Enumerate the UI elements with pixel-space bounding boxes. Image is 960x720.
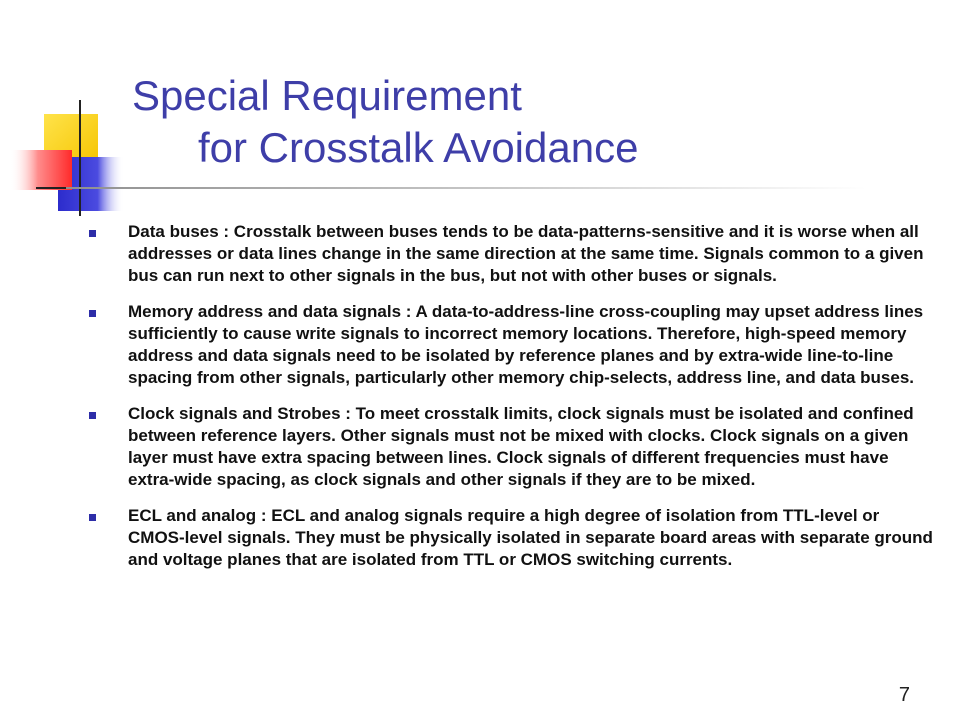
slide-title-line-1: Special Requirement (132, 72, 522, 119)
bullet-item-ecl-analog (86, 505, 936, 571)
bullet-text: Data buses : Crosstalk between buses tends to be data-patterns-sensitive and it is worse when all addresses or data lines change in the same direction at the same time. Signals common to a given bus can run next to other signals in the bus, but not with other buses or signals. (128, 222, 924, 285)
square-bullet-icon (89, 310, 96, 317)
bullet-text: Clock signals and Strobes : To meet crosstalk limits, clock signals must be isolated and confined between reference layers. Other signals must not be mixed with clocks. Clock signals on a given layer must have extra spacing between lines. Clock signals of different frequencies must have extra-wide spacing, as clock signals and other signals if they are to be mixed. (128, 404, 914, 489)
bullet-item-data-buses (86, 221, 936, 287)
bullet-item-memory-signals (86, 301, 936, 389)
bullet-item-clock-signals (86, 403, 936, 491)
square-bullet-icon (89, 230, 96, 237)
page-number: 7 (898, 684, 910, 706)
bullet-text: ECL and analog : ECL and analog signals require a high degree of isolation from TTL-level or CMOS-level signals. They must be physically isolated in separate board areas with separate ground and voltage planes that are isolated from TTL or CMOS switching currents. (128, 506, 933, 569)
square-bullet-icon (89, 412, 96, 419)
bullet-list (86, 221, 936, 585)
square-bullet-icon (89, 514, 96, 521)
slide-title-line-2: for Crosstalk Avoidance (198, 124, 639, 171)
slide-title (0, 70, 900, 174)
bullet-text: Memory address and data signals : A data-to-address-line cross-coupling may upset address lines sufficiently to cause write signals to incorrect memory locations. Therefore, high-speed memory address and data signals need to be isolated by reference planes and by extra-wide line-to-line spacing from other signals, particularly other memory chip-selects, address line, and data buses. (128, 302, 924, 387)
title-divider (66, 187, 866, 189)
